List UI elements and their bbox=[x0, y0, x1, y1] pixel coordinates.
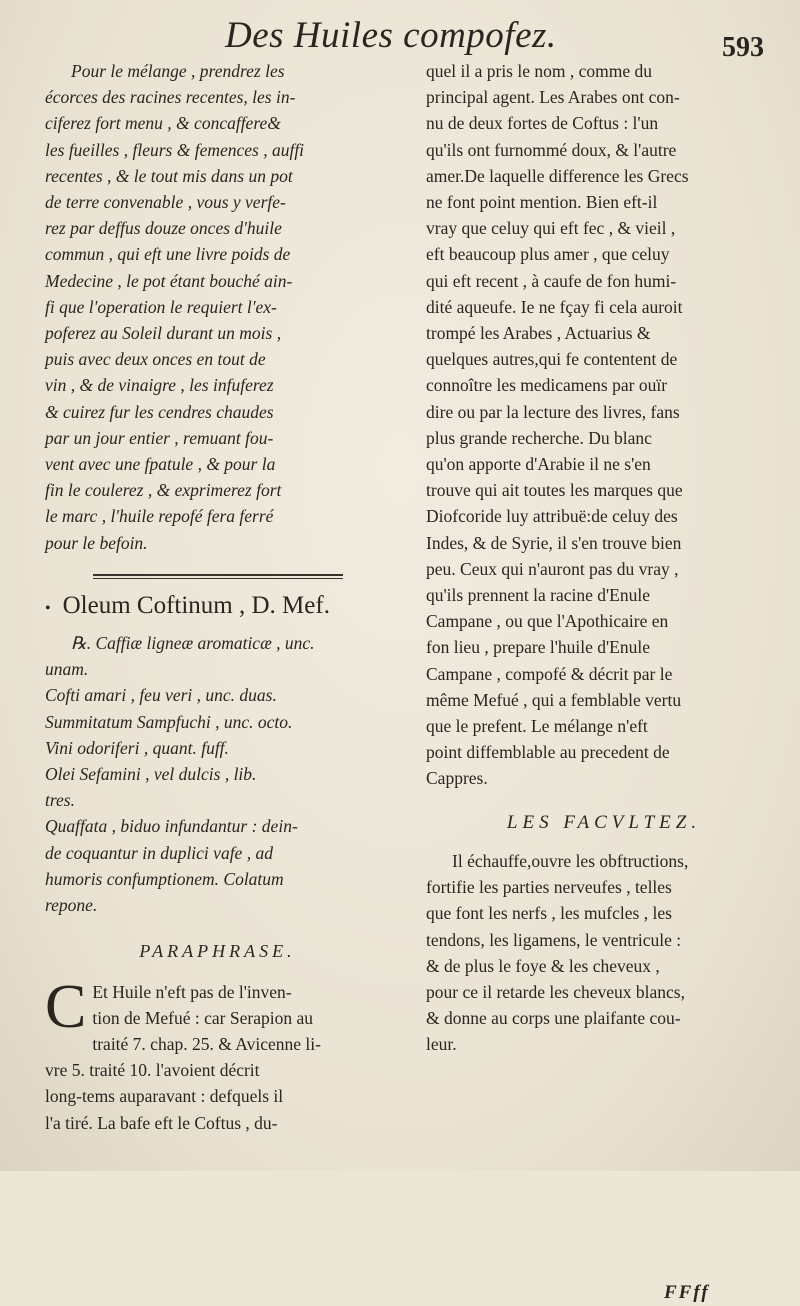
text-line: trouve qui ait toutes les marques que bbox=[426, 480, 683, 501]
text-line: Indes, & de Syrie, il s'en trouve bien bbox=[426, 532, 682, 553]
text-line: par un jour entier , remuant fou- bbox=[45, 427, 274, 448]
text-line: écorces des racines recentes, les in- bbox=[45, 87, 296, 108]
text-line: qu'ils ont furnommé doux, & l'autre bbox=[426, 139, 677, 160]
recipe-title-text: Oleum Coftinum , D. Mef. bbox=[62, 591, 330, 619]
text-line: Medecine , le pot étant bouché ain- bbox=[45, 270, 293, 291]
recipe-line: de coquantur in duplici vafe , ad bbox=[45, 842, 273, 863]
text-line: vray que celuy qui eft fec , & vieil , bbox=[426, 218, 676, 239]
recipe-line: tres. bbox=[45, 790, 75, 811]
text-line: puis avec deux onces en tout de bbox=[45, 349, 266, 370]
text-line: point diffemblable au precedent de bbox=[426, 742, 670, 763]
drop-cap: C bbox=[45, 972, 87, 1041]
text-line: quelques autres,qui fe contentent de bbox=[426, 349, 678, 370]
recipe-title bbox=[45, 593, 390, 622]
text-line: Il échauffe,ouvre les obftructions, bbox=[452, 850, 689, 871]
text-line: Et Huile n'eft pas de l'inven- bbox=[92, 981, 292, 1002]
text-line: pour le befoin. bbox=[45, 532, 148, 553]
text-line: peu. Ceux qui n'auront pas du vray , bbox=[426, 558, 679, 579]
recipe-line: ℞. Caffiæ ligneæ aromaticæ , unc. bbox=[71, 633, 315, 654]
page-header bbox=[0, 8, 800, 63]
recipe-line: unam. bbox=[45, 659, 89, 680]
text-line: tion de Mefué : car Serapion au bbox=[92, 1007, 313, 1028]
text-line: Campane , ou que l'Apothicaire en bbox=[426, 611, 669, 632]
text-line: qu'ils prennent la racine d'Enule bbox=[426, 585, 651, 606]
right-column bbox=[426, 58, 782, 1306]
section-divider bbox=[93, 574, 343, 576]
text-line: Pour le mélange , prendrez les bbox=[71, 61, 285, 81]
text-line: connoître les medicamens par ouïr bbox=[426, 375, 668, 396]
text-line: vre 5. traité 10. l'avoient décrit bbox=[45, 1060, 260, 1081]
text-line: traité 7. chap. 25. & Avicenne li- bbox=[92, 1033, 321, 1054]
text-line: l'a tiré. La bafe eft le Coftus , du- bbox=[45, 1112, 278, 1133]
text-line: & donne au corps une plaifante cou- bbox=[426, 1008, 681, 1029]
text-line: quel il a pris le nom , comme du bbox=[426, 61, 652, 81]
text-line: Diofcoride luy attribuë:de celuy des bbox=[426, 506, 678, 527]
text-line: vent avec une fpatule , & pour la bbox=[45, 454, 276, 475]
text-line: rez par deffus douze onces d'huile bbox=[45, 218, 282, 239]
text-line: fon lieu , prepare l'huile d'Enule bbox=[426, 637, 651, 658]
text-line: commun , qui eft une livre poids de bbox=[45, 244, 291, 265]
left-column bbox=[45, 58, 390, 1136]
facultez-paragraph bbox=[426, 848, 782, 1058]
text-line: eft beaucoup plus amer , que celuy bbox=[426, 244, 670, 265]
paraphrase-heading: PARAPHRASE. bbox=[139, 941, 296, 962]
intro-paragraph bbox=[45, 58, 390, 556]
facultez-heading: LES FACVLTEZ. bbox=[506, 811, 702, 833]
text-line: que font les nerfs , les mufcles , les bbox=[426, 903, 672, 924]
bullet-mark: • bbox=[45, 599, 51, 617]
text-line: plus grande recherche. Du blanc bbox=[426, 427, 652, 448]
text-line: long-tems auparavant : defquels il bbox=[45, 1086, 284, 1107]
text-line: nu de deux fortes de Coftus : l'un bbox=[426, 113, 659, 134]
text-line: fin le coulerez , & exprimerez fort bbox=[45, 480, 282, 501]
page-number: 593 bbox=[722, 32, 764, 63]
text-line: fi que l'operation le requiert l'ex- bbox=[45, 296, 277, 317]
text-line: trompé les Arabes , Actuarius & bbox=[426, 323, 651, 344]
recipe-ingredients bbox=[45, 630, 390, 918]
signature-mark: FFff bbox=[664, 1281, 710, 1303]
text-line: leur. bbox=[426, 1034, 457, 1055]
recipe-line: Quaffata , biduo infundantur : dein- bbox=[45, 816, 298, 837]
text-line: principal agent. Les Arabes ont con- bbox=[426, 87, 680, 108]
text-line: ne font point mention. Bien eft-il bbox=[426, 192, 658, 213]
text-line: tendons, les ligamens, le ventricule : bbox=[426, 929, 682, 950]
text-line: les fueilles , fleurs & femences , auffi bbox=[45, 139, 305, 160]
text-line: que le prefent. Le mélange n'eft bbox=[426, 716, 648, 737]
text-line: poferez au Soleil durant un mois , bbox=[45, 323, 282, 344]
text-line: amer.De laquelle difference les Grecs bbox=[426, 165, 689, 186]
text-line: vin , & de vinaigre , les infuferez bbox=[45, 375, 274, 396]
running-title: Des Huiles compofez. bbox=[225, 15, 557, 56]
text-line: fortifie les parties nerveufes , telles bbox=[426, 877, 672, 898]
text-line: de terre convenable , vous y verfe- bbox=[45, 192, 286, 213]
text-line: ciferez fort menu , & concaffere& bbox=[45, 113, 281, 134]
text-line: qu'on apporte d'Arabie il ne s'en bbox=[426, 454, 651, 475]
text-line: dire ou par la lecture des livres, fans bbox=[426, 401, 680, 422]
text-line: Campane , compofé & décrit par le bbox=[426, 663, 673, 684]
text-line: & de plus le foye & les cheveux , bbox=[426, 955, 660, 976]
recipe-line: Olei Sefamini , vel dulcis , lib. bbox=[45, 764, 257, 785]
recipe-line: Vini odoriferi , quant. fuff. bbox=[45, 737, 229, 758]
text-line: pour ce il retarde les cheveux blancs, bbox=[426, 981, 685, 1002]
text-line: le marc , l'huile repofé fera ferré bbox=[45, 506, 274, 527]
text-line: qui eft recent , à caufe de fon humi- bbox=[426, 270, 677, 291]
text-line: dité aqueufe. Ie ne fçay fi cela auroit bbox=[426, 296, 683, 317]
body-paragraph bbox=[426, 58, 782, 792]
text-line: recentes , & le tout mis dans un pot bbox=[45, 165, 293, 186]
text-line: & cuirez fur les cendres chaudes bbox=[45, 401, 274, 422]
recipe-line: Cofti amari , feu veri , unc. duas. bbox=[45, 685, 277, 706]
text-line: Cappres. bbox=[426, 768, 488, 789]
section-divider-thin bbox=[93, 578, 343, 579]
recipe-line: Summitatum Sampfuchi , unc. octo. bbox=[45, 711, 293, 732]
text-line: même Mefué , qui a femblable vertu bbox=[426, 689, 682, 710]
paraphrase-paragraph bbox=[45, 972, 390, 1136]
recipe-line: repone. bbox=[45, 895, 98, 916]
recipe-line: humoris confumptionem. Colatum bbox=[45, 868, 284, 889]
